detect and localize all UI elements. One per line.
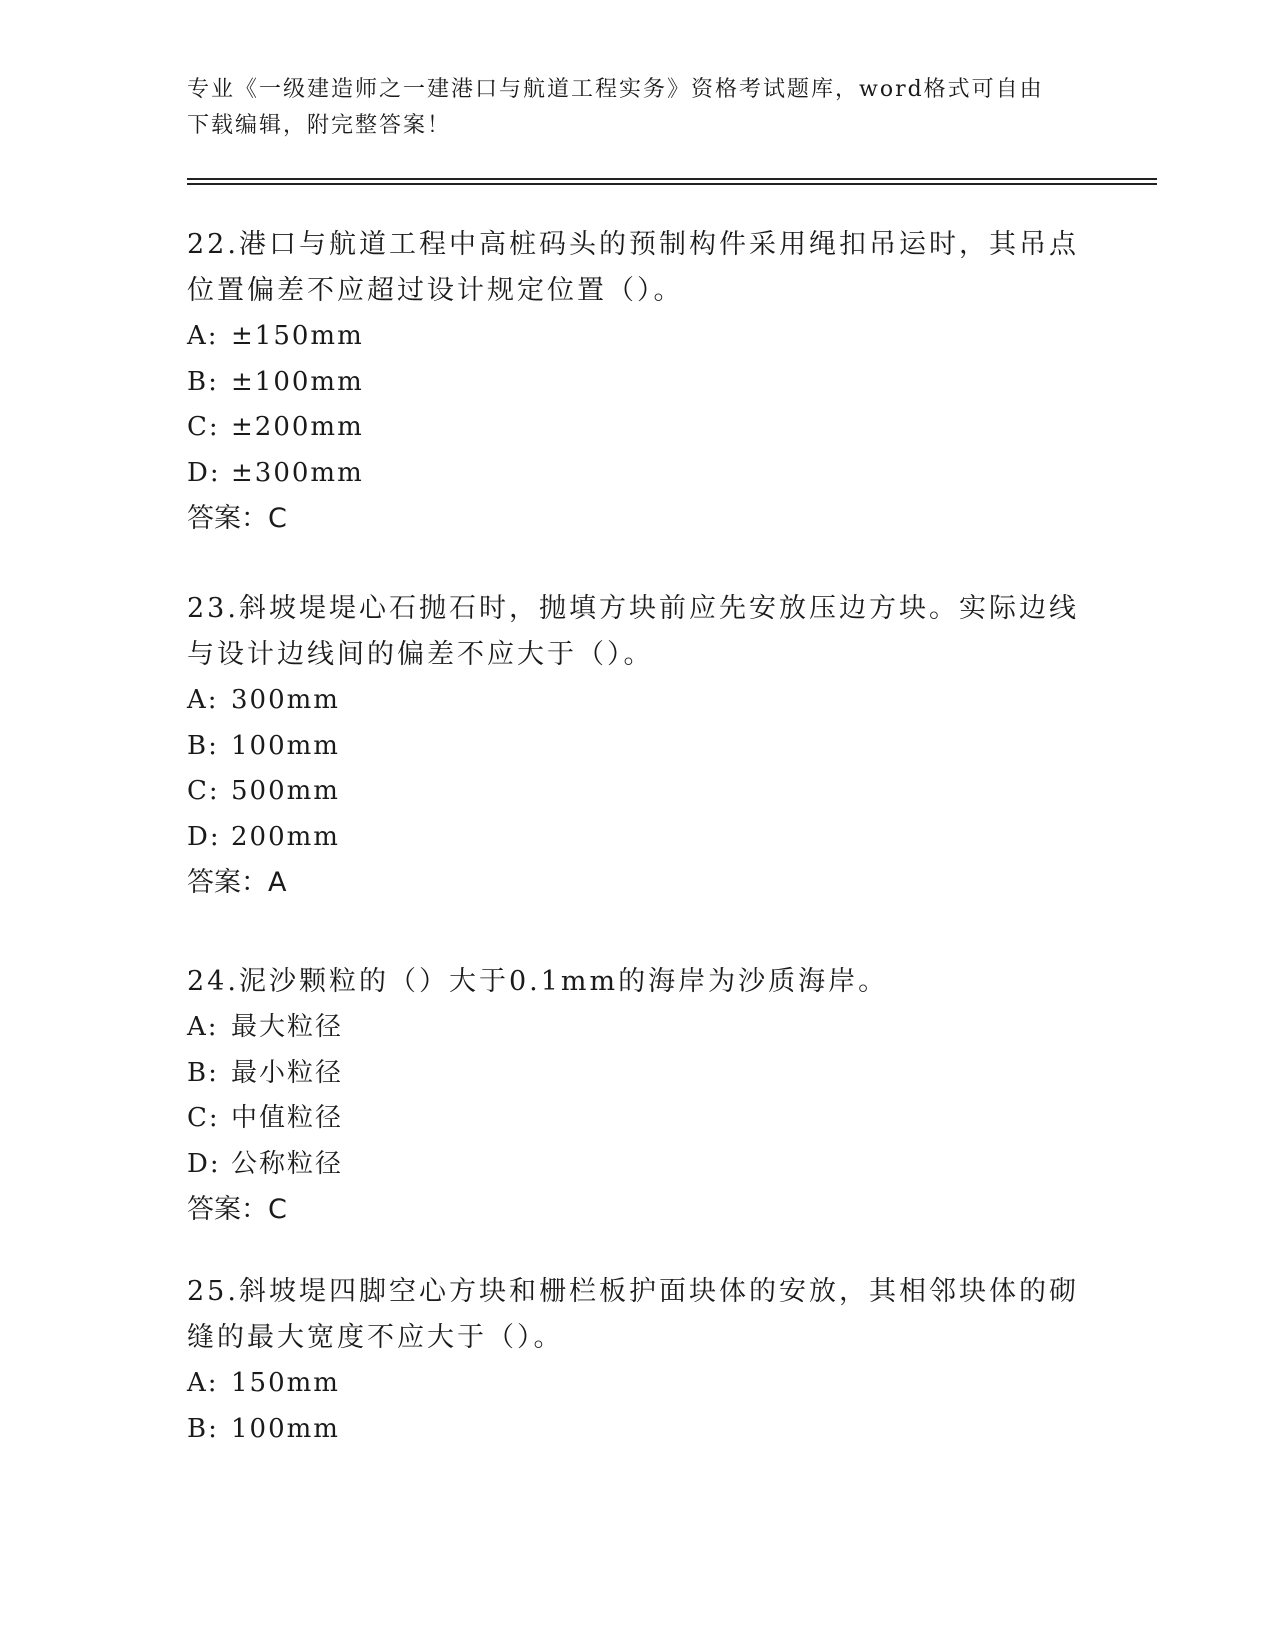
question-22 (187, 222, 1087, 542)
option-label: B: (187, 366, 219, 397)
question-stem: 23.斜坡堤堤心石抛石时，抛填方块前应先安放压边方块。实际边线与设计边线间的偏差不应大于（）。 (187, 593, 1079, 670)
question-stem: 22.港口与航道工程中高桩码头的预制构件采用绳扣吊运时，其吊点位置偏差不应超过设计规定位置（）。 (187, 229, 1079, 306)
option-label: B: (187, 1413, 219, 1444)
option-text: 150mm (231, 1368, 340, 1398)
option-text: 500mm (231, 776, 340, 806)
question-stem: 24.泥沙颗粒的（）大于0.1mm的海岸为沙质海岸。 (187, 966, 889, 997)
option-text: 公称粒径 (231, 1148, 344, 1179)
option-text: 300mm (231, 685, 340, 715)
option-c (187, 405, 1087, 451)
option-label: A: (187, 1368, 219, 1398)
option-label: A: (187, 685, 219, 715)
option-label: C: (187, 1103, 220, 1133)
option-label: B: (187, 1057, 219, 1088)
option-d (187, 815, 1087, 861)
option-b (187, 360, 1087, 406)
option-d (187, 451, 1087, 497)
option-label: A: (187, 321, 219, 351)
option-text: 最小粒径 (231, 1057, 344, 1088)
header-divider-top (187, 178, 1157, 180)
option-label: D: (187, 821, 221, 852)
option-text: ±300mm (231, 457, 364, 488)
option-b (187, 1407, 1087, 1453)
option-b (187, 724, 1087, 770)
option-c (187, 769, 1087, 815)
answer-line: 答案：C (187, 503, 287, 534)
question-stem: 25.斜坡堤四脚空心方块和栅栏板护面块体的安放，其相邻块体的砌缝的最大宽度不应大于（）。 (187, 1276, 1079, 1353)
header-divider-bottom (187, 183, 1157, 185)
option-label: B: (187, 730, 219, 761)
option-c (187, 1096, 1087, 1142)
option-text: 最大粒径 (231, 1012, 344, 1042)
question-23 (187, 586, 1087, 906)
option-label: C: (187, 776, 220, 806)
option-text: ±150mm (231, 321, 364, 351)
option-text: 100mm (231, 1413, 340, 1444)
option-text: 中值粒径 (231, 1103, 344, 1133)
option-a (187, 1361, 1087, 1407)
option-label: D: (187, 1148, 221, 1179)
option-text: 100mm (231, 730, 340, 761)
option-label: A: (187, 1012, 219, 1042)
option-text: ±200mm (231, 412, 364, 442)
question-24 (187, 959, 1087, 1233)
option-a (187, 1005, 1087, 1051)
question-25 (187, 1269, 1087, 1452)
document-header: 专业《一级建造师之一建港口与航道工程实务》资格考试题库，word格式可自由下载编辑，附完整答案！ (187, 77, 1044, 138)
option-a (187, 678, 1087, 724)
answer-line: 答案：C (187, 1194, 287, 1225)
option-text: ±100mm (231, 366, 364, 397)
option-b (187, 1051, 1087, 1097)
option-label: C: (187, 412, 220, 442)
option-text: 200mm (231, 821, 340, 852)
option-d (187, 1142, 1087, 1188)
answer-line: 答案：A (187, 867, 287, 898)
option-a (187, 314, 1087, 360)
option-label: D: (187, 457, 221, 488)
